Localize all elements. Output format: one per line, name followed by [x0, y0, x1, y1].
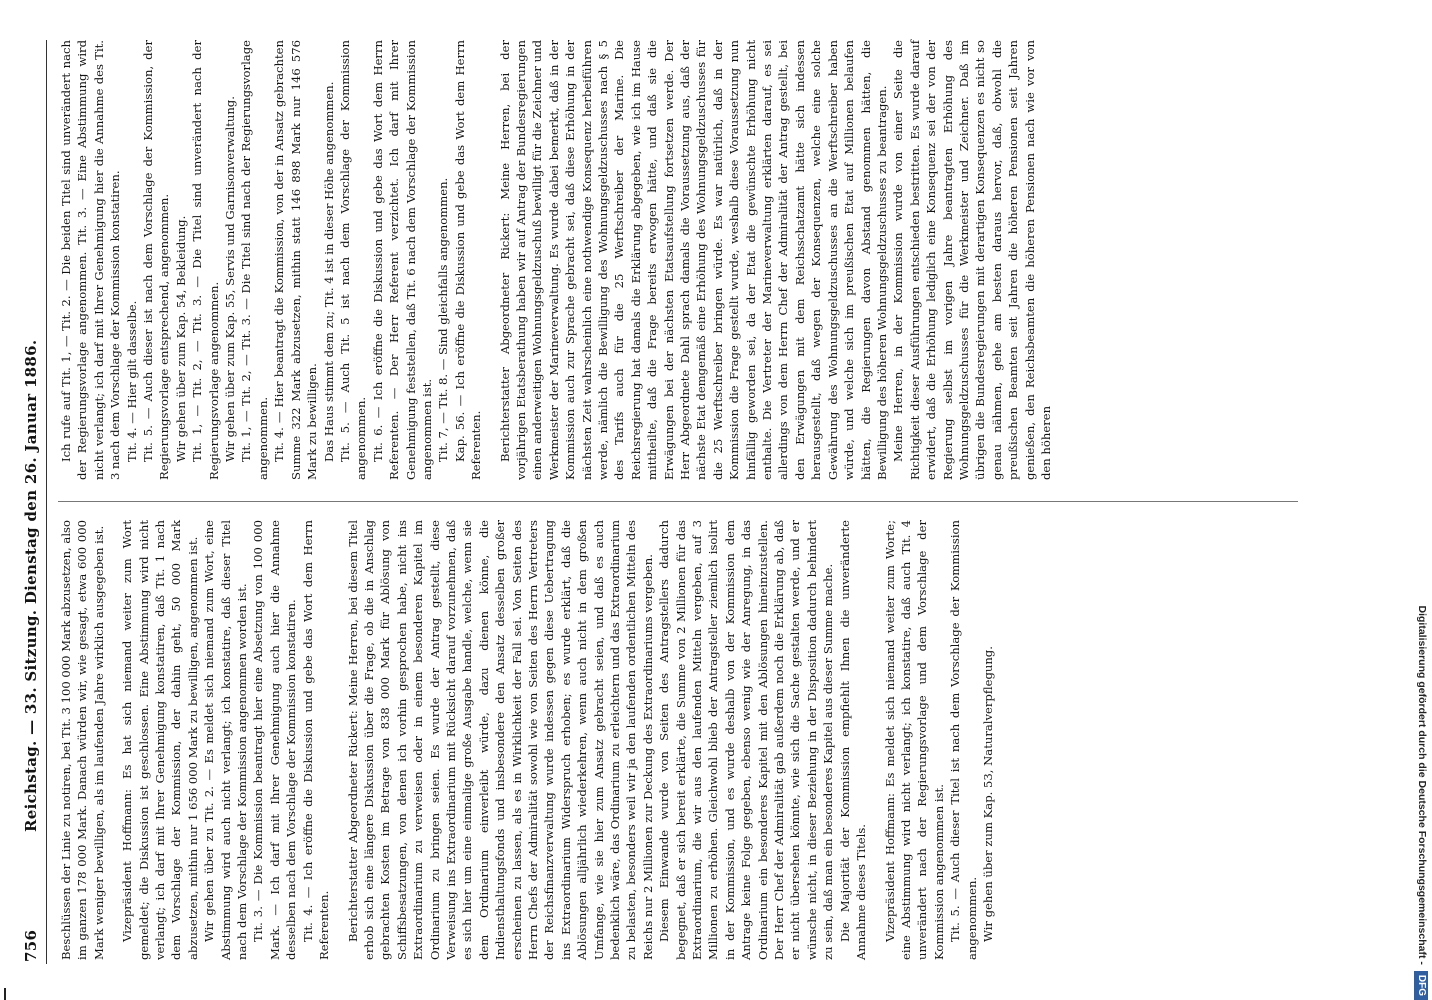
scan-mark: [4, 988, 6, 1000]
paragraph: Wir gehen über zum Kap. 54, Bekleidung.: [173, 215, 188, 462]
paragraph: Die Majorität der Kommission empfiehlt Ihnen die unveränderte Annahme dieses Titels.: [837, 520, 869, 960]
paragraph: Beschlüssen der Linie zu notiren, bei Tit. 3 100 000 Mark abzusetzen, also im ganzen 178 000 Mark. Danach würden wir, wie gesagt, etwa 600 000 Mark weniger bewilligen, als im laufenden Jahre wirklich ausgegeben ist.: [59, 520, 106, 960]
left-column: [58, 520, 996, 960]
paragraph: Tit. 4. — Ich eröffne die Diskussion und gebe das Wort dem Herrn Referenten.: [300, 520, 332, 960]
paragraph: Wir gehen über zum Kap. 55, Servis und Garnisonverwaltung.: [223, 96, 238, 462]
paragraph: Wir gehen über zum Kap. 53, Naturalverpflegung.: [980, 646, 995, 942]
paragraph: Tit. 5. — Auch dieser Titel ist nach dem Vorschlage der Kommission angenommen.: [948, 520, 979, 960]
paragraph: Das Haus stimmt dem zu; Tit. 4 ist in dieser Höhe angenommen.: [321, 81, 336, 462]
dfg-logo: DFG: [1414, 971, 1428, 1000]
page-header: [20, 42, 48, 962]
paragraph: Tit. 5. — Auch dieser ist nach dem Vorschlage der Kommission, der Regierungsvorlage entsprechend, angenommen.: [141, 40, 172, 480]
paragraph: Tit. 4. — Hier gilt dasselbe.: [124, 300, 139, 462]
right-column: [58, 40, 1054, 480]
paragraph: Tit. 4. — Hier beantragt die Kommission, von der in Ansatz gebrachten Summe 322 Mark abzusetzen, mithin statt 146 898 Mark nur 146 576 Mark zu bewilligen.: [272, 40, 320, 480]
paragraph: Tit. 6. — Ich eröffne die Diskussion und gebe das Wort dem Herrn Referenten. — Der Herr Referent verzichtet. Ich darf mit Ihrer Genehmigung feststellen, daß Tit. 6 nach dem Vorschlage der Kommission angenommen ist.: [370, 40, 434, 480]
paragraph: Diesem Einwande wurde von Seiten des Antragstellers dadurch begegnet, daß er sich bereit erklärte, die Summe von 2 Millionen für das Extraordinarium, die wir aus den laufenden Mitteln vergeben, auf 3 Millionen zu erhöhen. Gleichwohl blieb der Antragsteller ziemlich isolirt in der Kommission, und es wurde deshalb von der Kommission dem Antrage keine Folge gegeben, ebenso wenig wie der Anregung, in das Ordinarium ein besonderes Kapitel mit den Ablösungen hineinzustellen. Der Herr Chef der Admiralität gab außerdem noch die Erklärung ab, daß er nicht übersehen könnte, wie sich die Sache gestalten werde, und er wünsche nicht, in dieser Beziehung in der Disposition dadurch behindert zu sein, daß man ein besonderes Kapitel aus dieser Summe mache.: [657, 520, 836, 960]
page-title: Reichstag. — 33. Sitzung. Dienstag den 26. Januar 1886.: [22, 339, 40, 832]
paragraph: Tit. 5. — Auch Tit. 5 ist nach dem Vorschlage der Kommission angenommen.: [337, 40, 369, 480]
header-rule: [46, 40, 47, 964]
digitization-note: [1412, 0, 1432, 1000]
paragraph: Tit. 7, — Tit. 8. — Sind gleichfalls angenommen.: [436, 177, 451, 462]
column-divider: [58, 501, 1298, 502]
digitization-text: Digitalisierung gefördert durch die Deutsche Forschungsgemeinschaft -: [1416, 605, 1428, 965]
paragraph: Vizepräsident Hoffmann: Es hat sich niemand weiter zum Wort gemeldet; die Diskussion ist geschlossen. Eine Abstimmung wird nicht verlangt; ich darf mit Ihrer Genehmigung konstatiren, daß Tit. 1 nach dem Vorschlage der Kommission, der dahin geht, 50 000 Mark abzusetzen, mithin nur 1 656 000 Mark zu bewilligen, angenommen ist.: [120, 520, 200, 960]
paragraph: Tit. 3. — Die Kommission beantragt hier eine Absetzung von 100 000 Mark. — Ich darf mit Ihrer Genehmigung auch hier die Annahme desselben nach dem Vorschlage der Kommission konstatiren.: [251, 520, 299, 960]
paragraph: Wir gehen über zu Tit. 2. — Es meldet sich niemand zum Wort, eine Abstimmung wird auch nicht verlangt; ich konstatire, daß dieser Titel nach dem Vorschlage der Kommission angenommen worden ist.: [202, 520, 250, 960]
page-number: 756: [22, 929, 40, 962]
paragraph: Tit. 1, — Tit. 2, — Tit. 3. — Die Titel sind unverändert nach der Regierungsvorlage angenommen.: [190, 40, 221, 480]
paragraph: Tit. 1, — Tit. 2, — Tit. 3. — Die Titel sind nach der Regierungsvorlage angenommen.: [239, 40, 270, 480]
paragraph: Berichterstatter Abgeordneter Rickert: Meine Herren, bei der vorjährigen Etatsberathung haben wir auf Antrag der Bundesregierungen einen anderweitigen Wohnungsgeldzuschuß bewilligt für die Zeichner und Werkmeister der Marineverwaltung. Es wurde dabei bemerkt, daß in der Kommission auch zur Sprache gebracht sei, daß diese Erhöhung in der nächsten Zeit wahrscheinlich eine nothwendige Konsequenz herbeiführen werde, nämlich die Bewilligung des Wohnungsgeldzuschusses nach § 5 des Tarifs auch für die 25 Werftschreiber der Marine. Die Reichsregierung hat damals die Erklärung abgegeben, wie ich im Hause mittheilte, daß die Frage bereits erwogen hätte, und daß sie die Erwägungen bei der nächsten Etatsaufstellung fortsetzen werde. Der Herr Abgeordnete Dahl sprach damals die Voraussetzung aus, daß der nächste Etat demgemäß eine Erhöhung des Wohnungsgeldzuschusses für die 25 Werftschreiber bringen würde. Es war natürlich, daß in der Kommission die Frage gestellt wurde, weshalb diese Voraussetzung nun hinfällig geworden sei, da der Etat die gewünschte Erhöhung nicht enthalte. Die Vertreter der Marineverwaltung erklärten darauf, es sei allerdings von dem Herrn Chef der Admiralität der Antrag gestellt, bei den Erwägungen mit dem Reichsschatzamt hätte sich indessen herausgestellt, daß wegen der Konsequenzen, welche eine solche Gewährung des Wohnungsgeldzuschusses an die Werftschreiber haben würde, und welche sich im preußischen Etat auf Millionen belaufen hätten, die Regierungen davon Abstand genommen hätten, die Bewilligung des höheren Wohnungsgeldzuschusses zu beantragen.: [497, 40, 889, 480]
digitization-sidebar: [1412, 0, 1432, 1000]
paragraph: Vizepräsident Hoffmann: Es meldet sich niemand weiter zum Worte; eine Abstimmung wird nicht verlangt; ich konstatire, daß auch Tit. 4 unverändert nach der Regierungsvorlage und dem Vorschlage der Kommission angenommen ist.: [882, 520, 946, 960]
paragraph: Meine Herren, in der Kommission wurde von einer Seite die Richtigkeit dieser Ausführungen entschieden bestritten. Es wurde darauf erwidert, daß die Erhöhung lediglich eine Konsequenz sei der von der Regierung selbst im vorigen Jahre beantragten Erhöhung des Wohnungsgeldzuschusses für die Werkmeister und Zeichner. Daß im übrigen die Bundesregierungen mit derartigen Konsequenzen es nicht so genau nähmen, gehe am besten daraus hervor, daß, obwohl die preußischen Beamten seit Jahren die höheren Pensionen seit Jahren genießen, den Reichsbeamten die höheren Pensionen nach wie vor von den höheren: [891, 40, 1053, 480]
paragraph: Berichterstatter Abgeordneter Rickert: Meine Herren, bei diesem Titel erhob sich eine längere Diskussion über die Frage, ob die in Anschlag gebrachten Kosten im Betrage von 838 000 Mark für Ablösung von Schiffsbesatzungen, von denen ich vorhin gesprochen habe, nicht ins Extraordinarium zu verweisen oder in einem besonderen Kapitel im Ordinarium zu bringen seien. Es wurde der Antrag gestellt, diese Verweisung ins Extraordinarium mit Rücksicht darauf vorzunehmen, daß es sich hier um eine einmalige große Ausgabe handle, welche, wenn sie dem Ordinarium einverleibt würde, dazu dienen könne, die Indiensthaltungsfonds und insbesondere den Ansatz desselben großer erscheinen zu lassen, als es in Wirklichkeit der Fall sei. Von Seiten des Herrn Chefs der Admiralität sowohl wie von Seiten des Herrn Vertreters der Reichsfinanzverwaltung wurde indessen gegen diese Uebertragung ins Extraordinarium Widerspruch erhoben; es wurde erklärt, daß die Ablösungen alljährlich wiederkehren, wenn auch nicht in dem großen Umfange, wie sie hier zum Ansatz gebracht seien, und daß es auch bedenklich wäre, das Ordinarium zu erleichtern und das Extraordinarium zu belasten, besonders weil wir ja den laufenden ordentlichen Mitteln des Reichs nur 2 Millionen zur Deckung des Extraordinariums vergeben.: [345, 520, 655, 960]
paragraph: Kap. 56. — Ich eröffne die Diskussion und gebe das Wort dem Herrn Referenten.: [452, 40, 484, 480]
paragraph: Ich rufe auf Tit. 1, — Tit. 2. — Die beiden Titel sind unverändert nach der Regierungsvorlage angenommen. Tit. 3. — Eine Abstimmung wird nicht verlangt; ich darf mit Ihrer Genehmigung hier die Annahme des Tit. 3 nach dem Vorschlage der Kommission konstatiren.: [59, 40, 123, 480]
